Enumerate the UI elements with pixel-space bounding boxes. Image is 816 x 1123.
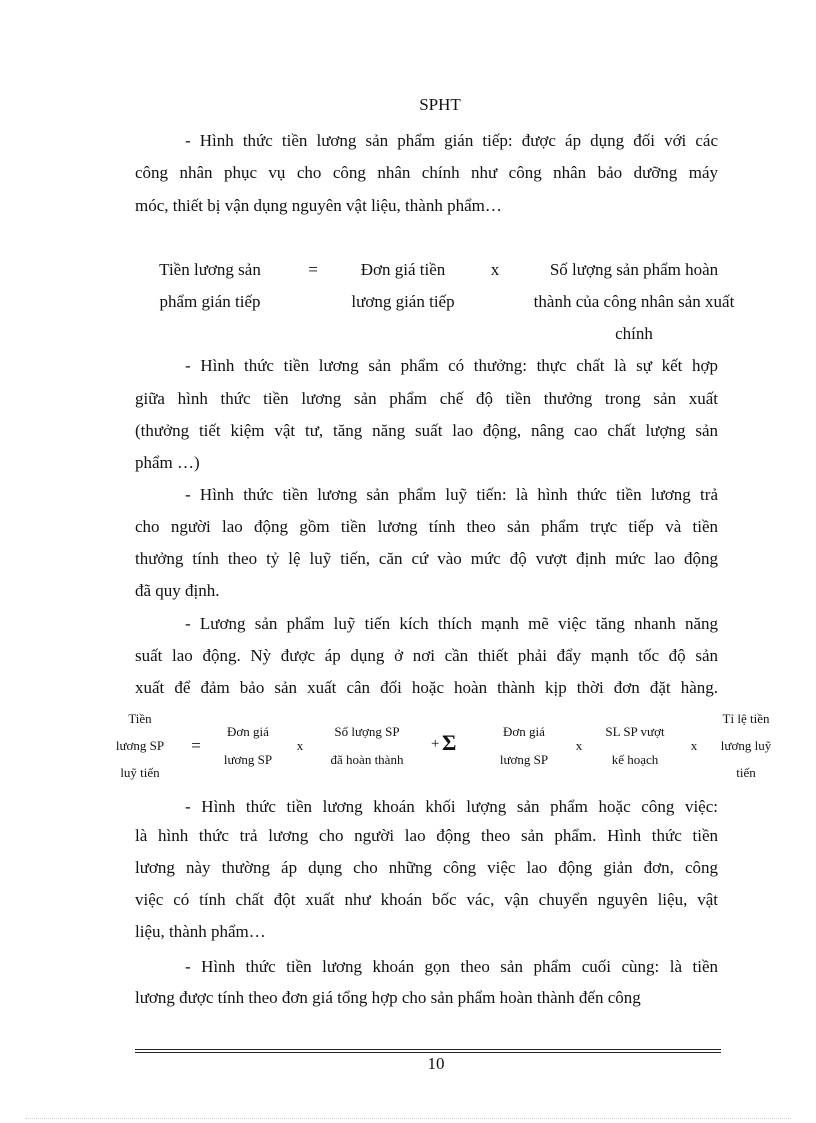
formula2-term-unit-price: lương SP <box>223 752 273 767</box>
formula1-equals: = <box>308 260 318 279</box>
paragraph-line: - Hình thức tiền lương khoán khối lượng sản phẩm hoặc công việc: <box>185 797 718 816</box>
formula2-term-excess: kế hoạch <box>611 752 659 767</box>
paragraph-line: phẩm …) <box>135 453 200 472</box>
formula1-term2: chính <box>615 324 653 343</box>
formula1-term2: Số lượng sản phẩm hoàn <box>549 260 719 279</box>
paragraph-line: - Hình thức tiền lương sản phẩm luỹ tiến: là hình thức tiền lương trả <box>185 485 718 504</box>
paragraph-line: móc, thiết bị vận dụng nguyên vật liệu, thành phẩm… <box>135 196 502 215</box>
paragraph-line: - Hình thức tiền lương sản phẩm gián tiếp: được áp dụng đối với các <box>185 131 718 150</box>
formula2-term-quantity: đã hoàn thành <box>330 752 404 767</box>
page-number: 10 <box>427 1054 445 1073</box>
paragraph-line: xuất để đảm bảo sản xuất cân đối hoặc hoàn thành kịp thời đơn đặt hàng. <box>135 678 718 697</box>
page-header: SPHT <box>419 95 461 114</box>
formula2-term-rate: lương luỹ <box>720 738 772 753</box>
paragraph-line: - Hình thức tiền lương sản phẩm có thưởng: thực chất là sự kết hợp <box>185 356 718 375</box>
formula2-sigma: Σ <box>442 730 457 755</box>
formula1-term1: Đơn giá tiền <box>360 260 446 279</box>
paragraph-line: lương này thường áp dụng cho những công việc lao động giản đơn, công <box>135 858 718 877</box>
formula2-times: x <box>296 738 304 753</box>
formula2-term-rate: tiến <box>736 765 756 780</box>
formula1-lhs: phẩm gián tiếp <box>159 292 261 311</box>
formula1-times: x <box>490 260 500 279</box>
paragraph-line: công nhân phục vụ cho công nhân chính như công nhân bảo dưỡng máy <box>135 163 718 182</box>
paragraph-line: việc có tính chất đột xuất như khoán bốc vác, vận chuyển nguyên liệu, vật <box>135 890 718 909</box>
formula2-equals: = <box>191 736 201 755</box>
paragraph-line: liệu, thành phẩm… <box>135 922 266 941</box>
paragraph-line: đã quy định. <box>135 581 220 600</box>
formula1-term1: lương gián tiếp <box>351 292 455 311</box>
page-edge-divider <box>25 1118 791 1119</box>
formula2-lhs: lương SP <box>115 738 165 753</box>
formula1-term2: thành của công nhân sản xuất <box>533 292 735 311</box>
paragraph-line: (thưởng tiết kiệm vật tư, tăng năng suất lao động, nâng cao chất lượng sản <box>135 421 718 440</box>
formula2-lhs: Tiền <box>128 711 152 726</box>
formula2-times: x <box>690 738 698 753</box>
formula2-term-rate: Tỉ lệ tiền <box>722 711 770 726</box>
paragraph-line: là hình thức trả lương cho người lao động theo sản phẩm. Hình thức tiền <box>135 826 718 845</box>
formula2-lhs: luỹ tiến <box>120 765 160 780</box>
paragraph-line: thưởng tính theo tỷ lệ luỹ tiến, căn cứ vào mức độ vượt định mức lao động <box>135 549 718 568</box>
paragraph-line: lương được tính theo đơn giá tổng hợp cho sản phẩm hoàn thành đến công <box>135 988 641 1007</box>
paragraph-line: cho người lao động gồm tiền lương tính theo sản phẩm trực tiếp và tiền <box>135 517 718 536</box>
paragraph-line: giữa hình thức tiền lương sản phẩm chế độ tiền thưởng trong sản xuất <box>135 389 718 408</box>
formula1-lhs: Tiền lương sản <box>159 260 261 279</box>
footer-rule <box>135 1049 721 1050</box>
footer-rule <box>135 1052 721 1053</box>
formula2-term-excess: SL SP vượt <box>605 724 665 739</box>
paragraph-line: - Hình thức tiền lương khoán gọn theo sản phẩm cuối cùng: là tiền <box>185 957 718 976</box>
formula2-term-unit-price-2: lương SP <box>499 752 549 767</box>
paragraph-line: - Lương sản phẩm luỹ tiến kích thích mạnh mẽ việc tăng nhanh năng <box>185 614 718 633</box>
paragraph-line: suất lao động. Nỳ được áp dụng ở nơi cần thiết phải đẩy mạnh tốc độ sản <box>135 646 718 665</box>
formula2-plus: + <box>431 736 440 752</box>
formula2-term-unit-price: Đơn giá <box>227 724 269 739</box>
formula2-times: x <box>575 738 583 753</box>
formula2-term-quantity: Số lượng SP <box>334 724 400 739</box>
formula2-term-unit-price-2: Đơn giá <box>503 724 545 739</box>
